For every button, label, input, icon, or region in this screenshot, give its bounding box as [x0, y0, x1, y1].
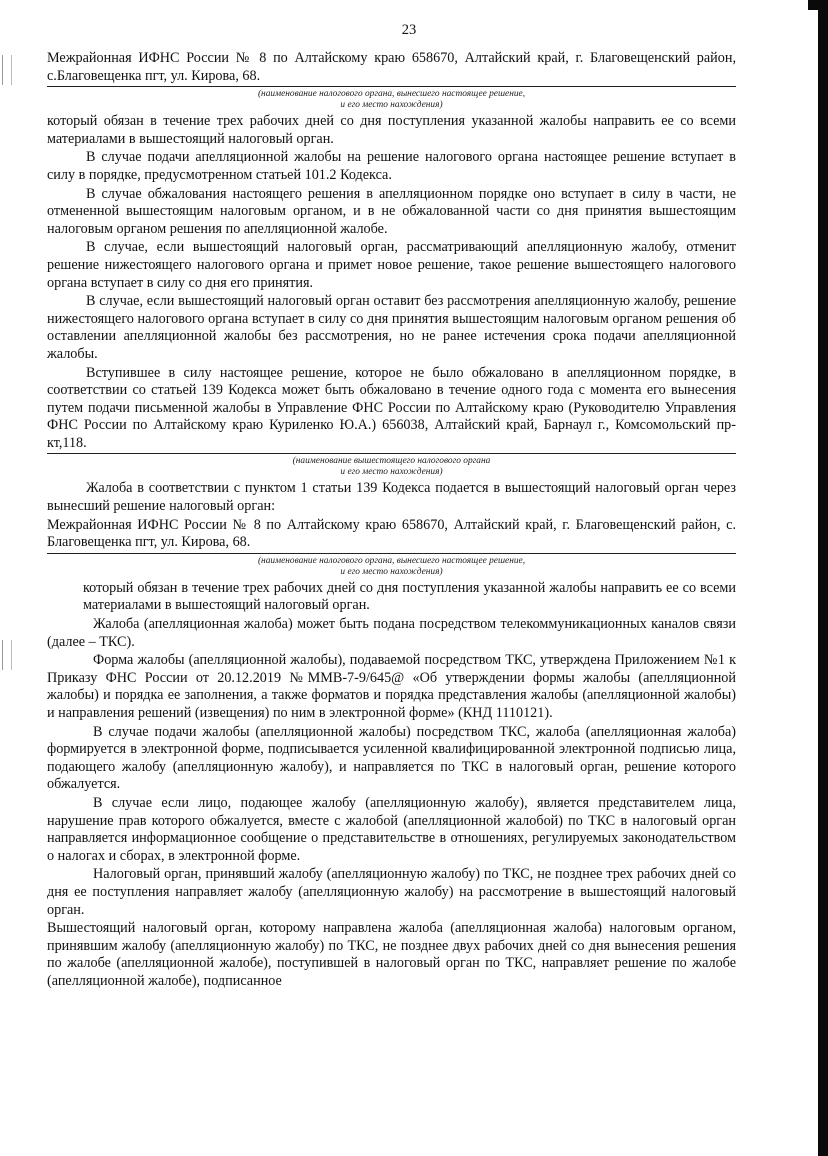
field-caption: [47, 456, 736, 478]
paragraph: Форма жалобы (апелляционной жалобы), подаваемой посредством ТКС, утверждена Приложением №1 к Приказу ФНС России от 20.12.2019 №ММВ-7-9/645@ «Об утверждении формы жалобы (апелляционной жалобы) и порядка ее заполнения, а также форматов и порядка представления жалобы (апелляционной жалобы) и направления решений (извещения) по ним в электронной форме» (КНД 1110121).: [47, 652, 736, 721]
scan-frame-edge: [818, 0, 828, 1156]
paragraph: В случае, если вышестоящий налоговый орган, рассматривающий апелляционную жалобу, отменит решение нижестоящего налогового органа и примет новое решение, такое решение вышестоящего налогового органа вступает в силу со дня его принятия.: [47, 239, 736, 291]
paragraph: В случае подачи апелляционной жалобы на решение налогового органа настоящее решение вступает в силу в порядке, предусмотренном статьей 101.2 Кодекса.: [47, 149, 736, 183]
paragraph: Налоговый орган, принявший жалобу (апелляционную жалобу) по ТКС, не позднее трех рабочих дней со дня ее поступления направляет жалобу (апелляционную жалобу) на рассмотрение в вышестоящий налоговый орган.: [47, 866, 736, 918]
binding-mark: [2, 55, 12, 85]
paragraph: Жалоба (апелляционная жалоба) может быть подана посредством телекоммуникационных каналов связи (далее – ТКС).: [47, 616, 736, 650]
paragraph: который обязан в течение трех рабочих дней со дня поступления указанной жалобы направить ее со всеми материалами в вышестоящий налоговый орган.: [47, 113, 736, 147]
scan-frame-corner: [808, 0, 828, 10]
paragraph: который обязан в течение трех рабочих дней со дня поступления указанной жалобы направить ее со всеми материалами в вышестоящий налоговый орган.: [83, 579, 736, 614]
caption-line: (наименование налогового органа, вынесшего настоящее решение,: [257, 89, 526, 100]
field-caption: [47, 89, 736, 111]
field-caption: [47, 556, 736, 578]
caption-line: (наименование налогового органа, вынесшего настоящее решение,: [257, 555, 526, 566]
caption-line: и его место нахождения): [340, 566, 443, 577]
binding-mark: [2, 640, 12, 670]
paragraph: Жалоба в соответствии с пунктом 1 статьи 139 Кодекса подается в вышестоящий налоговый орган через вынесший решение налоговый орган:: [47, 480, 736, 515]
paragraph: Вышестоящий налоговый орган, которому направлена жалоба (апелляционная жалоба) налоговым органом, принявшим жалобу (апелляционную жалобу) по ТКС, не позднее двух рабочих дней со дня вынесения решения по жалобе (апелляционной жалобе), поступившей в налоговый орган по ТКС, направляет решение по жалобе (апелляционной жалобе), подписанное: [47, 920, 736, 989]
paragraph: В случае, если вышестоящий налоговый орган оставит без рассмотрения апелляционную жалобу, решение нижестоящего налогового органа вступает в силу со дня принятия вышестоящим налоговым органом решения об оставлении апелляционной жалобы без рассмотрения, но не ранее истечения срока подачи апелляционной жалобы.: [47, 293, 736, 362]
paragraph: В случае подачи жалобы (апелляционной жалобы) посредством ТКС, жалоба (апелляционная жалоба) формируется в электронной форме, подписывается усиленной квалифицированной электронной подписью лица, подающего жалобу (апелляционную жалобу), и направляется по ТКС в налоговый орган, решение которого обжалуется.: [47, 723, 736, 793]
caption-line: и его место нахождения): [340, 467, 443, 478]
paragraph: В случае если лицо, подающее жалобу (апелляционную жалобу), является представителем лица, нарушение прав которого обжалуется, вместе с жалобой (апелляционной жалобой) по ТКС в налоговый орган направляется информационное сообщение о представительстве в отношениях, регулируемых законодательством о налогах и сборах, в электронной форме.: [47, 794, 736, 864]
tax-office-name: Межрайонная ИФНС России № 8 по Алтайскому краю 658670, Алтайский край, г. Благовещенский район, с.Благовещенка пгт, ул. Кирова, 68.: [47, 50, 736, 87]
paragraph: В случае обжалования настоящего решения в апелляционном порядке оно вступает в силу в части, не отмененной вышестоящим налоговым органом, и в не обжалованной части со дня принятия вышестоящим налоговым органом решения по апелляционной жалобе.: [47, 185, 736, 237]
paragraph-higher-authority: Вступившее в силу настоящее решение, которое не было обжаловано в апелляционном порядке, в соответствии со статьей 139 Кодекса может быть обжаловано в течение одного года с момента его вынесения путем подачи письменной жалобы в Управление ФНС России по Алтайскому краю (Руководителю Управления ФНС России по Алтайскому краю Куриленко Ю.А.) 656038, Алтайский край, Барнаул г., Комсомольский пр-кт,118.: [47, 365, 736, 455]
document-body: [47, 50, 736, 992]
caption-line: (наименование вышестоящего налогового органа: [292, 456, 491, 467]
page-number: 23: [401, 22, 417, 38]
tax-office-name: Межрайонная ИФНС России № 8 по Алтайскому краю 658670, Алтайский край, г. Благовещенский район, с. Благовещенка пгт, ул. Кирова, 68.: [47, 517, 736, 554]
caption-line: и его место нахождения): [340, 100, 443, 111]
